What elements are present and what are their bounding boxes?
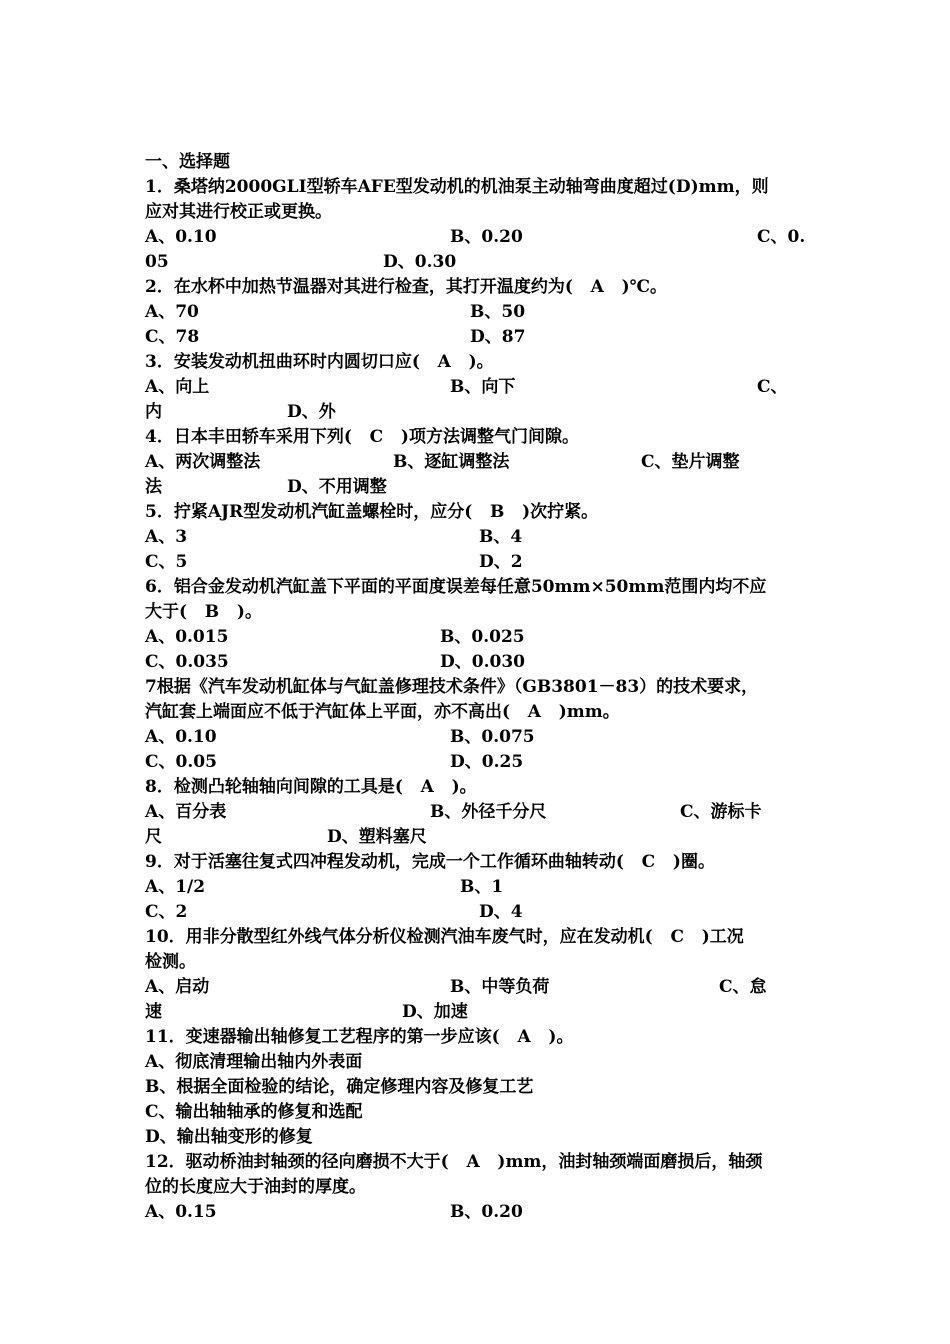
option-b: B、4 [479,527,523,547]
option-a: A、1/2 [145,877,206,897]
option-c-cont: 法 [145,477,162,497]
option-d: D、0.030 [440,652,525,672]
option-a: A、百分表 [145,802,227,822]
option-c-cont: 内 [145,402,162,422]
question-2: 2．在水杯中加热节温器对其进行检查，其打开温度约为( A )℃。 [145,277,667,297]
option-c: C、2 [145,902,188,922]
option-b: B、中等负荷 [450,977,550,997]
option-b: B、根据全面检验的结论，确定修理内容及修复工艺 [145,1077,534,1097]
option-d: D、输出轴变形的修复 [145,1127,313,1147]
option-d: D、0.25 [450,752,524,772]
question-9: 9．对于活塞往复式四冲程发动机，完成一个工作循环曲轴转动( C )圈。 [145,852,715,872]
option-a: A、0.10 [145,227,217,247]
option-b: B、外径千分尺 [430,802,547,822]
question-1-cont: 应对其进行校正或更换。 [145,202,332,222]
option-d: D、不用调整 [287,477,387,497]
option-c: C、0. [757,227,806,247]
question-12: 12．驱动桥油封轴颈的径向磨损不大于( A )mm，油封轴颈端面磨损后，轴颈 [145,1152,763,1172]
option-a: A、向上 [145,377,210,397]
option-d: D、2 [479,552,523,572]
question-7: 7根据《汽车发动机缸体与气缸盖修理技术条件》（GB3801－83）的技术要求， [145,677,759,697]
option-b: B、0.20 [450,227,523,247]
option-a: A、70 [145,302,199,322]
question-12-cont: 位的长度应大于油封的厚度。 [145,1177,366,1197]
option-d: D、4 [479,902,523,922]
option-c-cont: 05 [145,252,169,272]
option-b: B、0.20 [450,1202,523,1222]
option-c-cont: 速 [145,1002,162,1022]
option-a: A、彻底清理输出轴内外表面 [145,1052,363,1072]
option-b: B、0.075 [450,727,535,747]
question-1: 1．桑塔纳2000GLI型轿车AFE型发动机的机油泵主动轴弯曲度超过(D)mm，则 [145,177,769,197]
option-c: C、输出轴轴承的修复和选配 [145,1102,363,1122]
option-b: B、1 [460,877,504,897]
option-b: B、向下 [450,377,516,397]
question-6: 6．铝合金发动机汽缸盖下平面的平面度误差每任意50mm×50mm范围内均不应 [145,577,767,597]
option-a: A、两次调整法 [145,452,261,472]
question-3: 3．安装发动机扭曲环时内圆切口应( A )。 [145,352,494,372]
option-a: A、0.10 [145,727,217,747]
option-a: A、3 [145,527,188,547]
question-10-cont: 检测。 [145,952,196,972]
question-8: 8．检测凸轮轴轴向间隙的工具是( A )。 [145,777,477,797]
option-c: C、垫片调整 [641,452,740,472]
question-6-cont: 大于( B )。 [145,602,262,622]
option-b: B、逐缸调整法 [393,452,510,472]
option-a: A、0.015 [145,627,229,647]
option-c: C、怠 [719,977,767,997]
option-c: C、游标卡 [680,802,762,822]
option-c: C、0.035 [145,652,229,672]
option-c: C、0.05 [145,752,217,772]
option-c: C、78 [145,327,200,347]
option-d: D、0.30 [383,252,457,272]
option-a: A、启动 [145,977,210,997]
option-c-cont: 尺 [145,827,162,847]
option-d: D、87 [470,327,526,347]
option-b: B、50 [470,302,526,322]
option-a: A、0.15 [145,1202,217,1222]
question-5: 5．拧紧AJR型发动机汽缸盖螺栓时，应分( B )次拧紧。 [145,502,599,522]
section-title: 一、选择题 [145,152,230,172]
question-4: 4．日本丰田轿车采用下列( C )项方法调整气门间隙。 [145,427,579,447]
option-d: D、加速 [402,1002,468,1022]
option-c: C、 [757,377,788,397]
question-7-cont: 汽缸套上端面应不低于汽缸体上平面，亦不高出( A )mm。 [145,702,620,722]
option-c: C、5 [145,552,188,572]
option-b: B、0.025 [440,627,525,647]
question-11: 11．变速器输出轴修复工艺程序的第一步应该( A )。 [145,1027,574,1047]
option-d: D、外 [287,402,336,422]
option-d: D、塑料塞尺 [327,827,427,847]
question-10: 10．用非分散型红外线气体分析仪检测汽油车废气时，应在发动机( C )工况 [145,927,744,947]
